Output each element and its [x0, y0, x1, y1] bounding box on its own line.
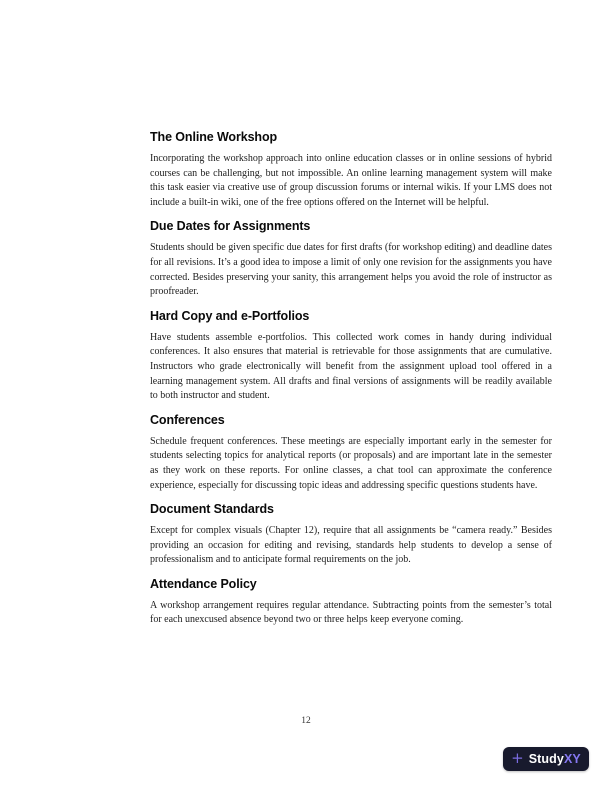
section-paragraph: Incorporating the workshop approach into online education classes or in online sessions of hybrid courses can be challenging, but not impossible. An online learning management system will make this task easier via creative use of group discussion forums or internal wikis. If your LMS does not include a built-in wiki, one of the free options offered on the Internet will be helpful.	[150, 153, 552, 208]
logo-text	[529, 753, 581, 766]
section-document-standards	[150, 502, 552, 568]
section-attendance-policy	[150, 577, 552, 628]
studyxy-logo-badge	[503, 747, 589, 771]
section-heading: Attendance Policy	[150, 576, 257, 591]
section-heading: Conferences	[150, 412, 225, 427]
section-paragraph: Schedule frequent conferences. These meetings are especially important early in the semester for students selecting topics for analytical reports (or proposals) and are important late in the semester as they work on these reports. For online classes, a chat tool can approximate the conference experience, especially for discussing topic ideas and addressing specific questions students have.	[150, 435, 552, 491]
section-paragraph: Have students assemble e-portfolios. This collected work comes in handy during individual conferences. It also ensures that material is retrievable for those assignments that are cumulative. Instructors who grade electronically will benefit from the assignment upload tool offered in a learning management system. All drafts and final versions of assignments will be readily available to both instructor and student.	[150, 331, 552, 402]
section-hard-copy-eportfolios	[150, 309, 552, 404]
logo-text-primary: Study	[528, 751, 564, 766]
section-heading: Document Standards	[150, 502, 274, 517]
section-online-workshop	[150, 130, 552, 210]
section-due-dates	[150, 219, 552, 299]
section-heading: Hard Copy and e-Portfolios	[150, 308, 310, 323]
logo-text-accent: XY	[563, 751, 581, 766]
section-paragraph: A workshop arrangement requires regular attendance. Subtracting points from the semester’s total for each unexcused absence beyond two or three helps keep everyone coming.	[150, 599, 552, 626]
plus-icon: +	[511, 749, 524, 767]
section-heading: The Online Workshop	[150, 130, 278, 144]
section-heading: Due Dates for Assignments	[150, 219, 311, 234]
section-conferences	[150, 413, 552, 493]
section-paragraph: Except for complex visuals (Chapter 12), require that all assignments be “camera ready.” Besides providing an occasion for editing and revising, standards help students to develop a sense of professionalism and to anticipate formal requirements on the job.	[150, 525, 552, 566]
section-paragraph: Students should be given specific due dates for first drafts (for workshop editing) and deadline dates for all revisions. It’s a good idea to impose a limit of only one revision for the assignments you have corrected. Besides preserving your sanity, this arrangement helps you avoid the role of instructor as proofreader.	[150, 242, 552, 298]
page-content	[150, 130, 552, 637]
page-number: 12	[301, 716, 311, 726]
